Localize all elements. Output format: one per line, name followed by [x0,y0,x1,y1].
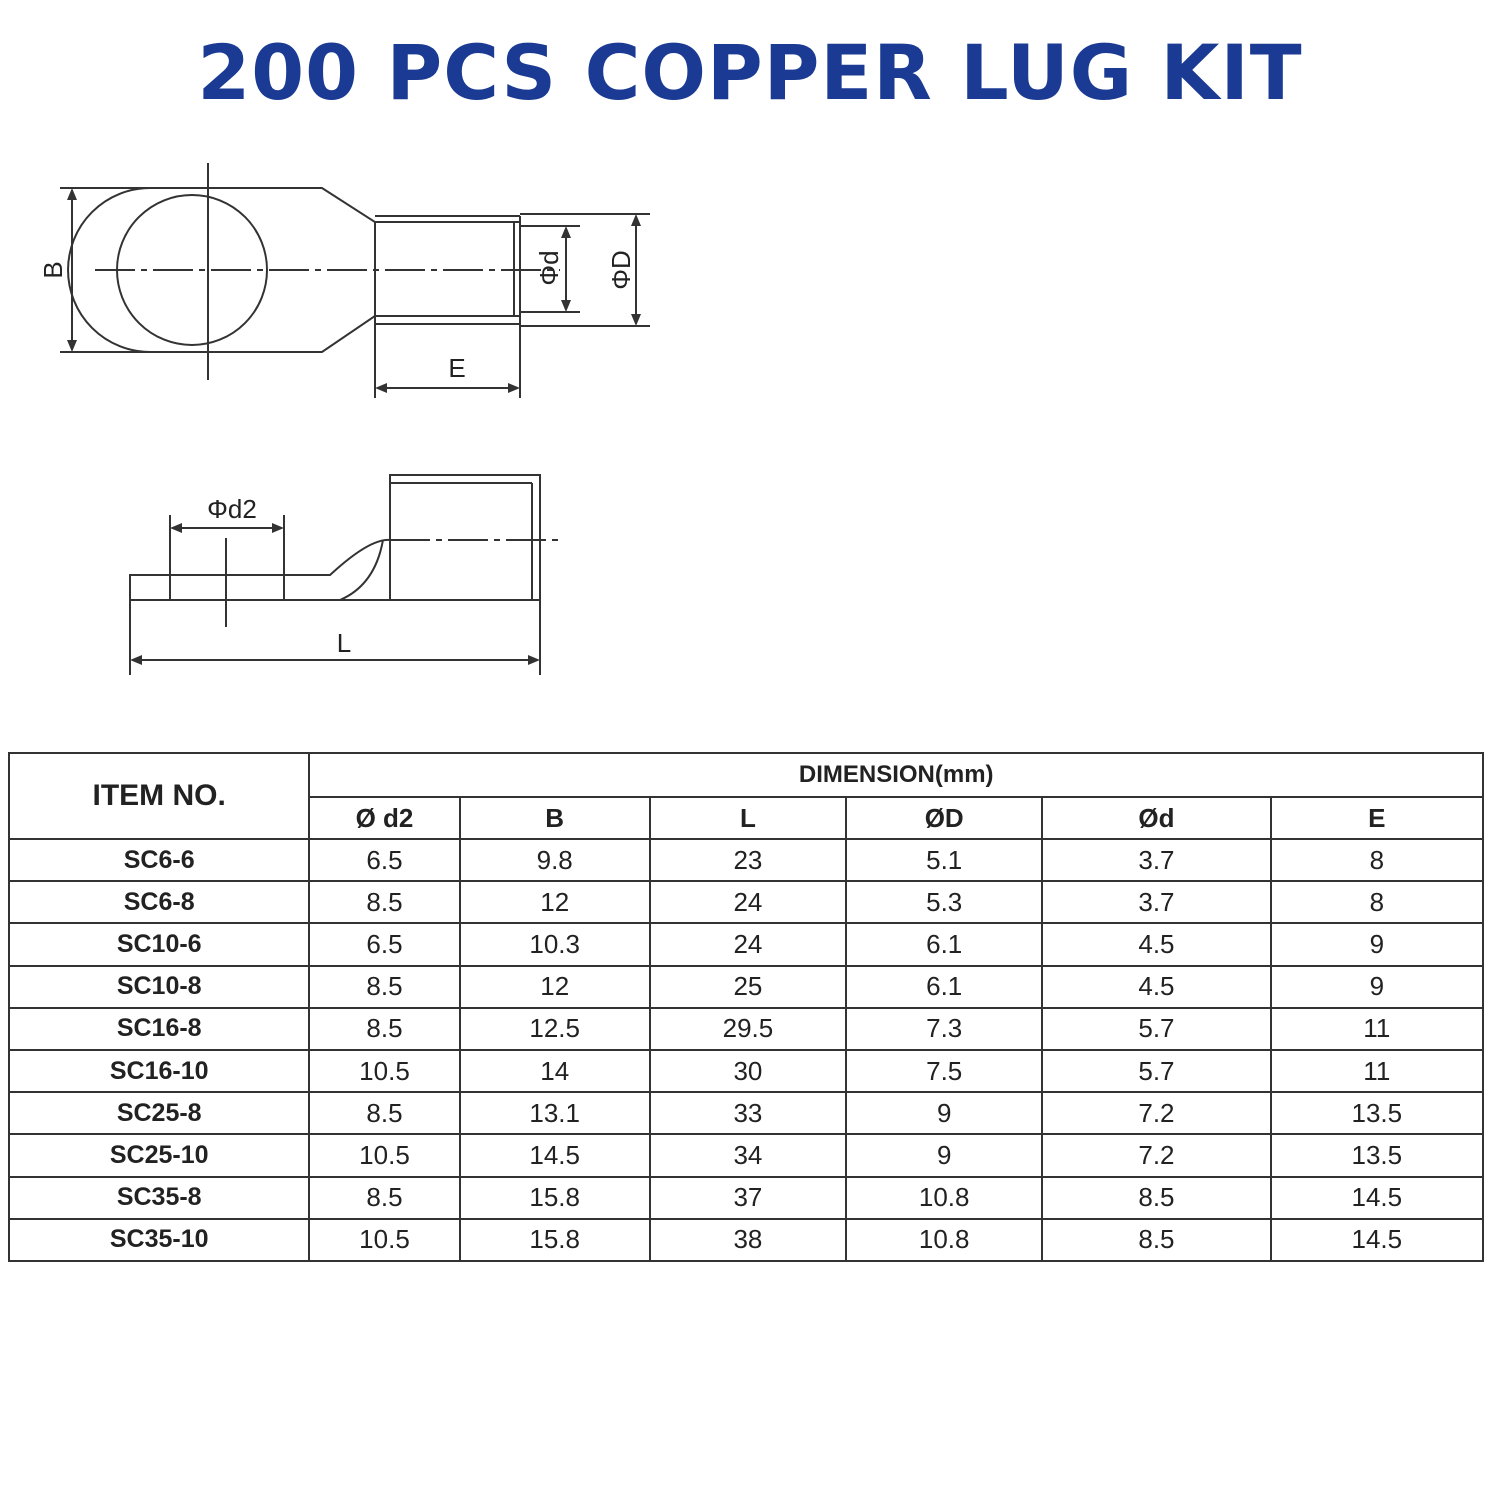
dimension-cell: 9 [846,1134,1042,1176]
label-phi-d2: Φd2 [207,494,257,524]
dimension-cell: 8.5 [309,881,459,923]
dimension-cell: 7.5 [846,1050,1042,1092]
dimension-cell: 25 [650,966,846,1008]
dimension-cell: 14.5 [460,1134,650,1176]
table-row [9,1177,1483,1219]
dimension-cell: 34 [650,1134,846,1176]
dimension-cell: 6.1 [846,966,1042,1008]
dimension-cell: 12 [460,881,650,923]
dimension-cell: 11 [1271,1050,1483,1092]
table-row [9,1092,1483,1134]
dimension-cell: 9 [1271,923,1483,965]
dimension-cell: 10.5 [309,1219,459,1261]
dimension-cell: 14.5 [1271,1177,1483,1219]
label-l: L [336,628,352,658]
dimension-cell: 10.3 [460,923,650,965]
table-row [9,966,1483,1008]
dimension-cell: 10.5 [309,1050,459,1092]
dimension-cell: 13.5 [1271,1134,1483,1176]
item-cell: SC35-10 [9,1219,309,1261]
dimension-cell: 8.5 [309,1008,459,1050]
item-cell: SC16-10 [9,1050,309,1092]
dimension-cell: 8.5 [309,966,459,1008]
dimension-cell: 3.7 [1042,881,1270,923]
dimension-table [8,752,1484,1262]
dimension-cell: 7.2 [1042,1134,1270,1176]
dimension-cell: 33 [650,1092,846,1134]
dimension-cell: 6.5 [309,839,459,881]
dimension-header: DIMENSION(mm) [309,753,1483,797]
item-cell: SC35-8 [9,1177,309,1219]
column-header: L [650,797,846,839]
dimension-cell: 8.5 [1042,1219,1270,1261]
dimension-cell: 9 [846,1092,1042,1134]
dimension-cell: 6.1 [846,923,1042,965]
dimension-cell: 7.2 [1042,1092,1270,1134]
dimension-cell: 14.5 [1271,1219,1483,1261]
dimension-cell: 38 [650,1219,846,1261]
column-header: B [460,797,650,839]
dimension-cell: 23 [650,839,846,881]
dimension-cell: 5.7 [1042,1050,1270,1092]
item-cell: SC10-6 [9,923,309,965]
dimension-cell: 37 [650,1177,846,1219]
dimension-cell: 12.5 [460,1008,650,1050]
dimension-cell: 5.7 [1042,1008,1270,1050]
label-phi-d: Φd [534,250,564,286]
item-cell: SC16-8 [9,1008,309,1050]
dimension-cell: 30 [650,1050,846,1092]
dimension-cell: 10.8 [846,1177,1042,1219]
table-row [9,923,1483,965]
label-e: E [448,353,466,383]
dimension-cell: 24 [650,923,846,965]
lug-top-view-diagram [0,0,700,720]
dimension-cell: 5.3 [846,881,1042,923]
dimension-cell: 11 [1271,1008,1483,1050]
column-header: Ø d2 [309,797,459,839]
table-row [9,1219,1483,1261]
label-b: B [38,261,68,279]
dimension-cell: 14 [460,1050,650,1092]
table-row [9,839,1483,881]
table-row [9,1050,1483,1092]
dimension-cell: 6.5 [309,923,459,965]
item-cell: SC6-6 [9,839,309,881]
column-header: ØD [846,797,1042,839]
dimension-cell: 8.5 [1042,1177,1270,1219]
dimension-cell: 7.3 [846,1008,1042,1050]
item-cell: SC6-8 [9,881,309,923]
dimension-cell: 8 [1271,881,1483,923]
item-cell: SC25-8 [9,1092,309,1134]
dimension-cell: 4.5 [1042,923,1270,965]
dimension-cell: 9.8 [460,839,650,881]
dimension-cell: 13.5 [1271,1092,1483,1134]
table-row [9,1008,1483,1050]
table-row [9,881,1483,923]
dimension-cell: 15.8 [460,1219,650,1261]
page-title: 200 PCS COPPER LUG KIT [197,28,1303,117]
table-row [9,1134,1483,1176]
dimension-cell: 12 [460,966,650,1008]
column-header: E [1271,797,1483,839]
label-phi-big-d: ΦD [606,250,636,290]
dimension-cell: 8 [1271,839,1483,881]
item-cell: SC25-10 [9,1134,309,1176]
dimension-cell: 15.8 [460,1177,650,1219]
dimension-cell: 10.8 [846,1219,1042,1261]
dimension-cell: 5.1 [846,839,1042,881]
dimension-cell: 10.5 [309,1134,459,1176]
dimension-cell: 29.5 [650,1008,846,1050]
item-cell: SC10-8 [9,966,309,1008]
dimension-cell: 3.7 [1042,839,1270,881]
column-header: Ød [1042,797,1270,839]
dimension-cell: 8.5 [309,1177,459,1219]
dimension-cell: 9 [1271,966,1483,1008]
item-no-header: ITEM NO. [9,753,309,839]
dimension-cell: 13.1 [460,1092,650,1134]
dimension-cell: 4.5 [1042,966,1270,1008]
dimension-cell: 8.5 [309,1092,459,1134]
dimension-cell: 24 [650,881,846,923]
